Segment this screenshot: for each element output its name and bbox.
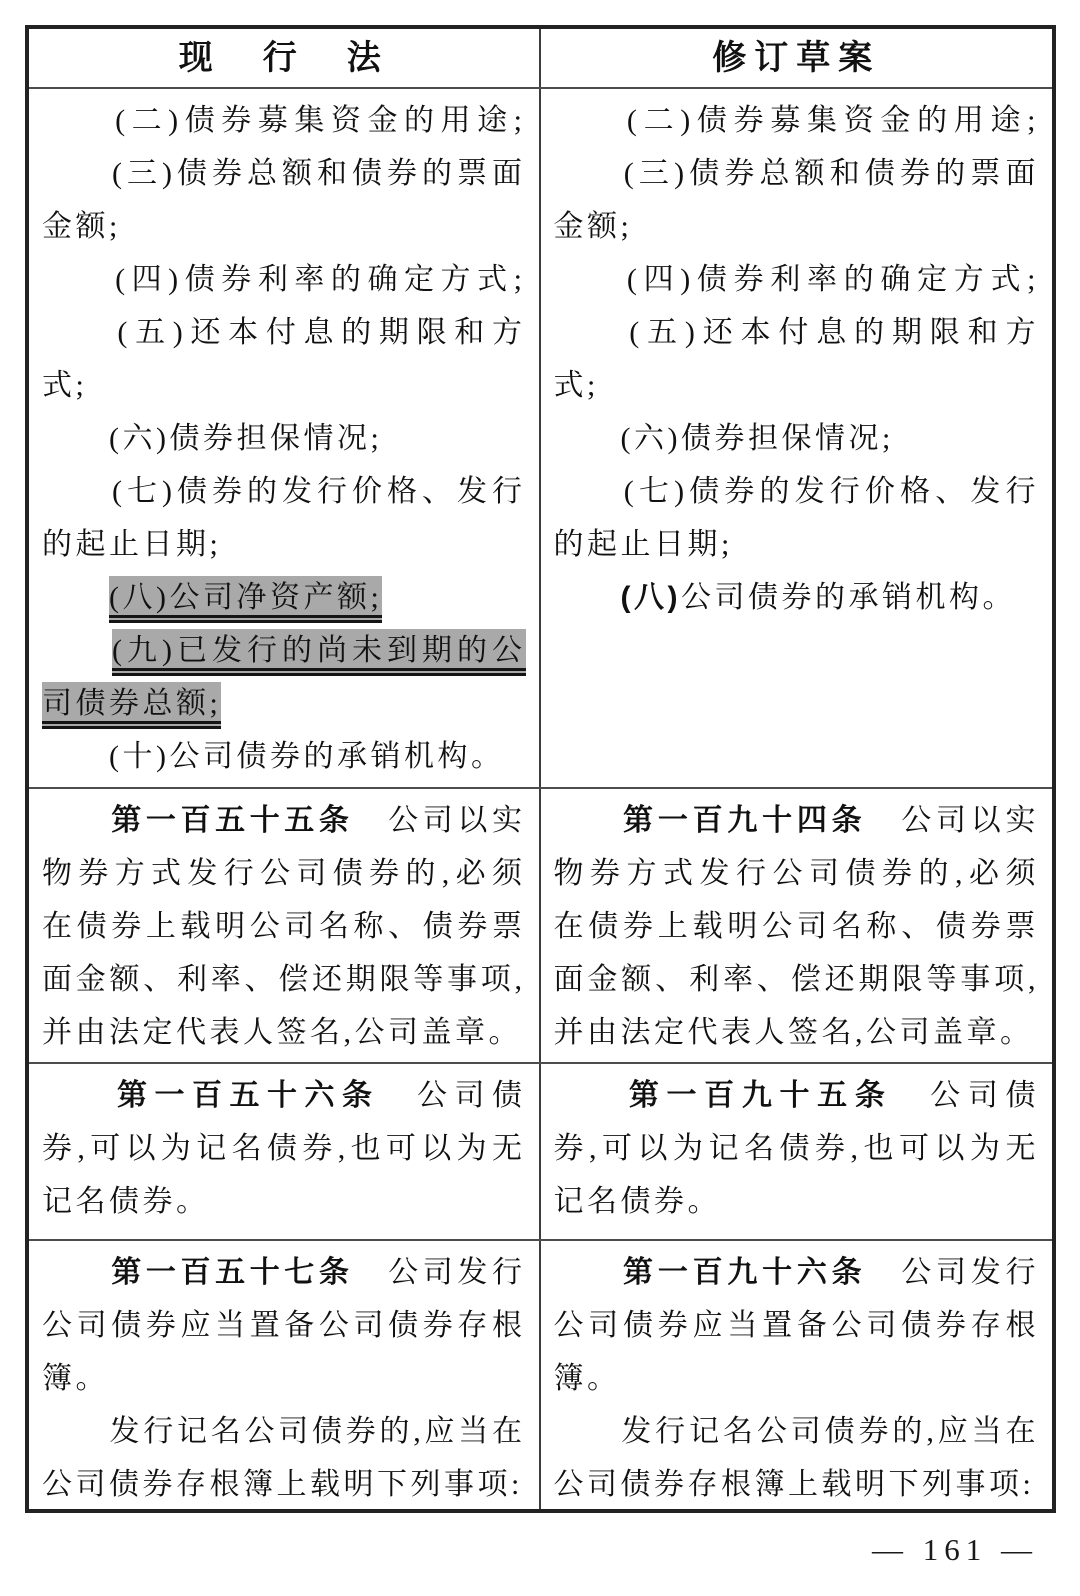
text-line: 面金额、利率、偿还期限等事项, xyxy=(553,963,1039,996)
text-line: 公司债券应当置备公司债券存根 xyxy=(553,1309,1039,1342)
text-line: (四)债券利率的确定方式; xyxy=(553,263,1039,296)
text-line: (七)债券的发行价格、发行 xyxy=(42,475,526,508)
table-row xyxy=(29,787,1052,1062)
comparison-table xyxy=(25,25,1056,1513)
text-line: 第一百九十五条 公司债 xyxy=(628,1079,1040,1112)
text-line: 发行记名公司债券的,应当在 xyxy=(42,1415,526,1448)
table-header-row xyxy=(29,29,1052,87)
cell-revision-draft-row1 xyxy=(541,89,1053,787)
text-line: 公司债券存根簿上载明下列事项: xyxy=(553,1468,1035,1501)
text-line: 发行记名公司债券的,应当在 xyxy=(553,1415,1039,1448)
table-row xyxy=(29,87,1052,787)
text-line: (二)债券募集资金的用途; xyxy=(42,104,526,137)
table-row xyxy=(29,1062,1052,1239)
text-line: 在债券上载明公司名称、债券票 xyxy=(553,910,1039,943)
cell-current-law-row1 xyxy=(29,89,541,787)
highlighted-text: (八)公司净资产额; xyxy=(109,576,382,623)
text-line: 第一百五十五条 公司以实 xyxy=(111,804,526,837)
text-line: (六)债券担保情况; xyxy=(42,422,383,455)
text-line: (二)债券募集资金的用途; xyxy=(553,104,1039,137)
page-number: — 161 — xyxy=(872,1532,1038,1567)
text-line: 面金额、利率、偿还期限等事项, xyxy=(42,963,526,996)
text-line: 公司债券存根簿上载明下列事项: xyxy=(42,1468,523,1501)
cell-revision-draft-row4 xyxy=(541,1241,1053,1509)
text-line: 第一百五十七条 公司发行 xyxy=(111,1256,526,1289)
table-row xyxy=(29,1239,1052,1509)
cell-revision-draft-row2 xyxy=(541,789,1053,1062)
text-line: 簿。 xyxy=(42,1362,109,1395)
text-line: 物券方式发行公司债券的,必须 xyxy=(42,857,526,890)
text-line: (五)还本付息的期限和方 xyxy=(42,316,526,349)
text-line: 并由法定代表人签名,公司盖章。 xyxy=(553,1016,1034,1049)
cell-current-law-row3 xyxy=(29,1064,541,1239)
text-line: (三)债券总额和债券的票面 xyxy=(42,157,526,190)
text-line: 并由法定代表人签名,公司盖章。 xyxy=(42,1016,522,1049)
cell-current-law-row2 xyxy=(29,789,541,1062)
text-line xyxy=(42,571,526,624)
text-line: 券,可以为记名债券,也可以为无 xyxy=(553,1132,1039,1165)
highlighted-text: 司债券总额; xyxy=(42,682,221,729)
text-line: 第一百九十四条 公司以实 xyxy=(623,804,1040,837)
header-revision-draft: 修订草案 xyxy=(712,38,881,77)
text-line: 的起止日期; xyxy=(42,528,222,561)
text-line xyxy=(42,677,526,730)
text-line: 公司债券应当置备公司债券存根 xyxy=(42,1309,526,1342)
highlighted-text: (九)已发行的尚未到期的公 xyxy=(112,629,526,676)
text-line: 的起止日期; xyxy=(553,528,733,561)
text-line: 券,可以为记名债券,也可以为无 xyxy=(42,1132,526,1165)
text-line: (十)公司债券的承销机构。 xyxy=(42,740,505,773)
text-line: (五)还本付息的期限和方 xyxy=(553,316,1039,349)
cell-revision-draft-row3 xyxy=(541,1064,1053,1239)
text-line: 第一百九十六条 公司发行 xyxy=(623,1256,1040,1289)
text-line: 记名债券。 xyxy=(42,1185,210,1218)
text-line xyxy=(42,624,526,677)
cell-current-law-row4 xyxy=(29,1241,541,1509)
text-line: (八)公司债券的承销机构。 xyxy=(620,581,1016,614)
header-current-law: 现 行 法 xyxy=(29,29,541,87)
text-line: 记名债券。 xyxy=(553,1185,721,1218)
text-line: (六)债券担保情况; xyxy=(553,422,894,455)
text-line: 式; xyxy=(42,369,88,402)
text-line: 物券方式发行公司债券的,必须 xyxy=(553,857,1039,890)
text-line: 第一百五十六条 公司债 xyxy=(117,1079,526,1112)
text-line: 金额; xyxy=(553,210,633,243)
text-line: 金额; xyxy=(42,210,121,243)
text-line: 簿。 xyxy=(553,1362,621,1395)
text-line: (三)债券总额和债券的票面 xyxy=(553,157,1039,190)
text-line: 在债券上载明公司名称、债券票 xyxy=(42,910,526,943)
text-line: (四)债券利率的确定方式; xyxy=(42,263,526,296)
text-line: (七)债券的发行价格、发行 xyxy=(553,475,1039,508)
text-line: 式; xyxy=(553,369,599,402)
